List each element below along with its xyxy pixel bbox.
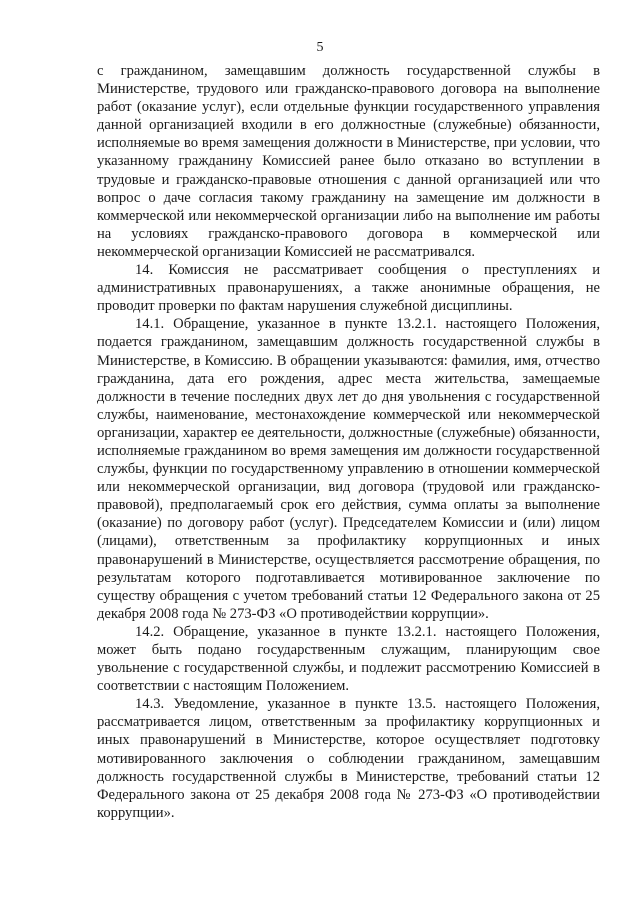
- paragraph-clause-14-3: 14.3. Уведомление, указанное в пункте 13.5. настоящего Положения, рассматривается лицом, ответственным за профилактику коррупционных и иных правонарушений в Министерстве, которое осуществляет подготовку мотивированного заключения о соблюдении гражданином, замещавшим должность государственной службы в Министерстве, требований статьи 12 Федерального закона от 25 декабря 2008 года № 273-ФЗ «О противодействии коррупции».: [97, 696, 600, 821]
- paragraph-clause-14-2: 14.2. Обращение, указанное в пункте 13.2.1. настоящего Положения, может быть подано государственным служащим, планирующим свое увольнение с государственной службы, и подлежит рассмотрению Комиссией в соответствии с настоящим Положением.: [97, 623, 600, 695]
- paragraph-clause-14-1: 14.1. Обращение, указанное в пункте 13.2.1. настоящего Положения, подается гражданином, замещавшим должность государственной службы в Министерстве, в Комиссию. В обращении указываются: фамилия, имя, отчество гражданина, дата его рождения, адрес места жительства, замещаемые должности в течение последних двух лет до дня увольнения с государственной службы, наименование, местонахождение коммерческой или некоммерческой организации, характер ее деятельности, должностные (служебные) обязанности, исполняемые гражданином во время замещения им должности государственной службы, функции по государственному управлению в отношении коммерческой или некоммерческой организации, вид договора (трудовой или гражданско-правовой), предполагаемый срок его действия, сумма оплаты за выполнение (оказание) по договору работ (услуг). Председателем Комиссии и (или) лицом (лицами), ответственным за профилактику коррупционных и иных правонарушений в Министерстве, осуществляется рассмотрение обращения, по результатам которого подготавливается мотивированное заключение по существу обращения с учетом требований статьи 12 Федерального закона от 25 декабря 2008 года № 273-ФЗ «О противодействии коррупции».: [97, 316, 600, 622]
- paragraph-clause-14: 14. Комиссия не рассматривает сообщения о преступлениях и административных правонарушениях, а также анонимные обращения, не проводит проверки по фактам нарушения служебной дисциплины.: [97, 262, 600, 315]
- document-body: [97, 62, 600, 822]
- paragraph-continuation: с гражданином, замещавшим должность государственной службы в Министерстве, трудового или гражданско-правового договора на выполнение работ (оказание услуг), если отдельные функции государственного управления данной организацией входили в его должностные (служебные) обязанности, исполняемые во время замещения должности в Министерстве, при условии, что указанному гражданину Комиссией ранее было отказано во вступлении в трудовые и гражданско-правовые отношения с данной организацией или что вопрос о даче согласия такому гражданину на замещение им должности в коммерческой или некоммерческой организации либо на выполнение им работы на условиях гражданско-правового договора в коммерческой или некоммерческой организации Комиссией не рассматривался.: [97, 63, 600, 260]
- page-number: 5: [316, 40, 324, 55]
